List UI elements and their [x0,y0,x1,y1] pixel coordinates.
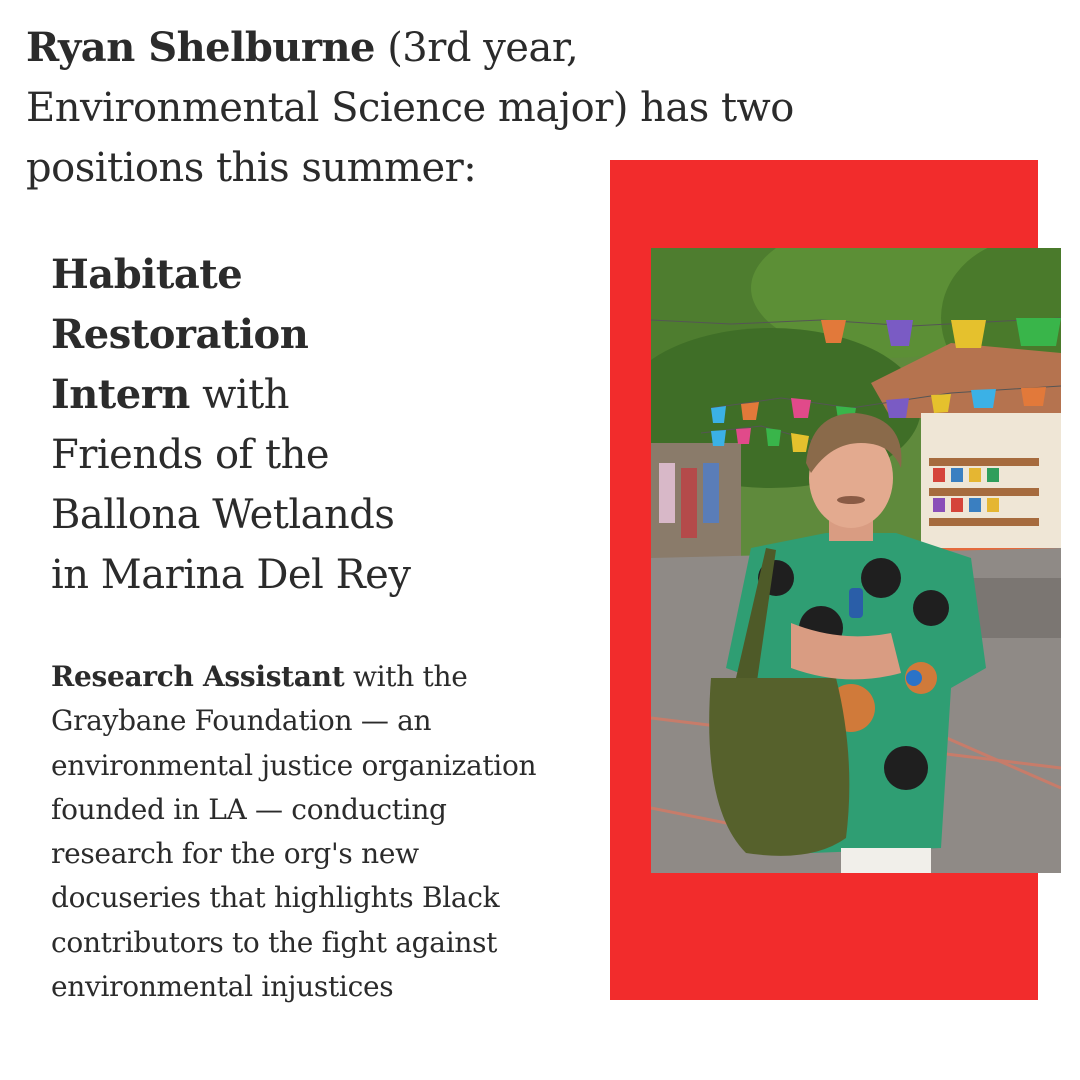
position-2-with: with the [344,660,468,693]
student-year: (3rd year, [374,25,579,71]
position-1-org-line-1: Friends of the [51,432,330,478]
position-1-org-line-2: Ballona Wetlands [51,492,395,538]
position-2-line-6: docuseries that highlights Black [51,881,500,915]
position-2-line-4: founded in LA — conducting [51,792,447,826]
position-1-title-line-3 [51,365,491,425]
position-2-line-7: contributors to the fight against [51,925,498,959]
position-research-assistant [51,655,591,1009]
position-2-title: Research Assistant [51,660,345,693]
position-2-line-3: environmental justice organization [51,748,537,782]
position-2-line-5: research for the org's new [51,837,419,871]
headline-line-2: Environmental Science major) has two [26,85,794,131]
position-1-title-word: Intern [51,371,190,418]
headline-line-3: positions this summer: [26,145,477,191]
student-photo-illustration [651,248,1061,873]
position-2-line-8: environmental injustices [51,970,394,1004]
position-2-line-1 [51,655,591,699]
position-1-title-line-1: Habitate [51,251,243,298]
student-name: Ryan Shelburne [26,24,375,71]
student-photo [651,248,1061,873]
position-1-with: with [189,372,289,418]
headline-line-1 [26,18,846,78]
position-1-org-line-3: in Marina Del Rey [51,552,411,598]
position-habitat-intern [51,245,491,605]
position-1-title-line-2: Restoration [51,311,309,358]
position-2-line-2: Graybane Foundation — an [51,704,432,738]
